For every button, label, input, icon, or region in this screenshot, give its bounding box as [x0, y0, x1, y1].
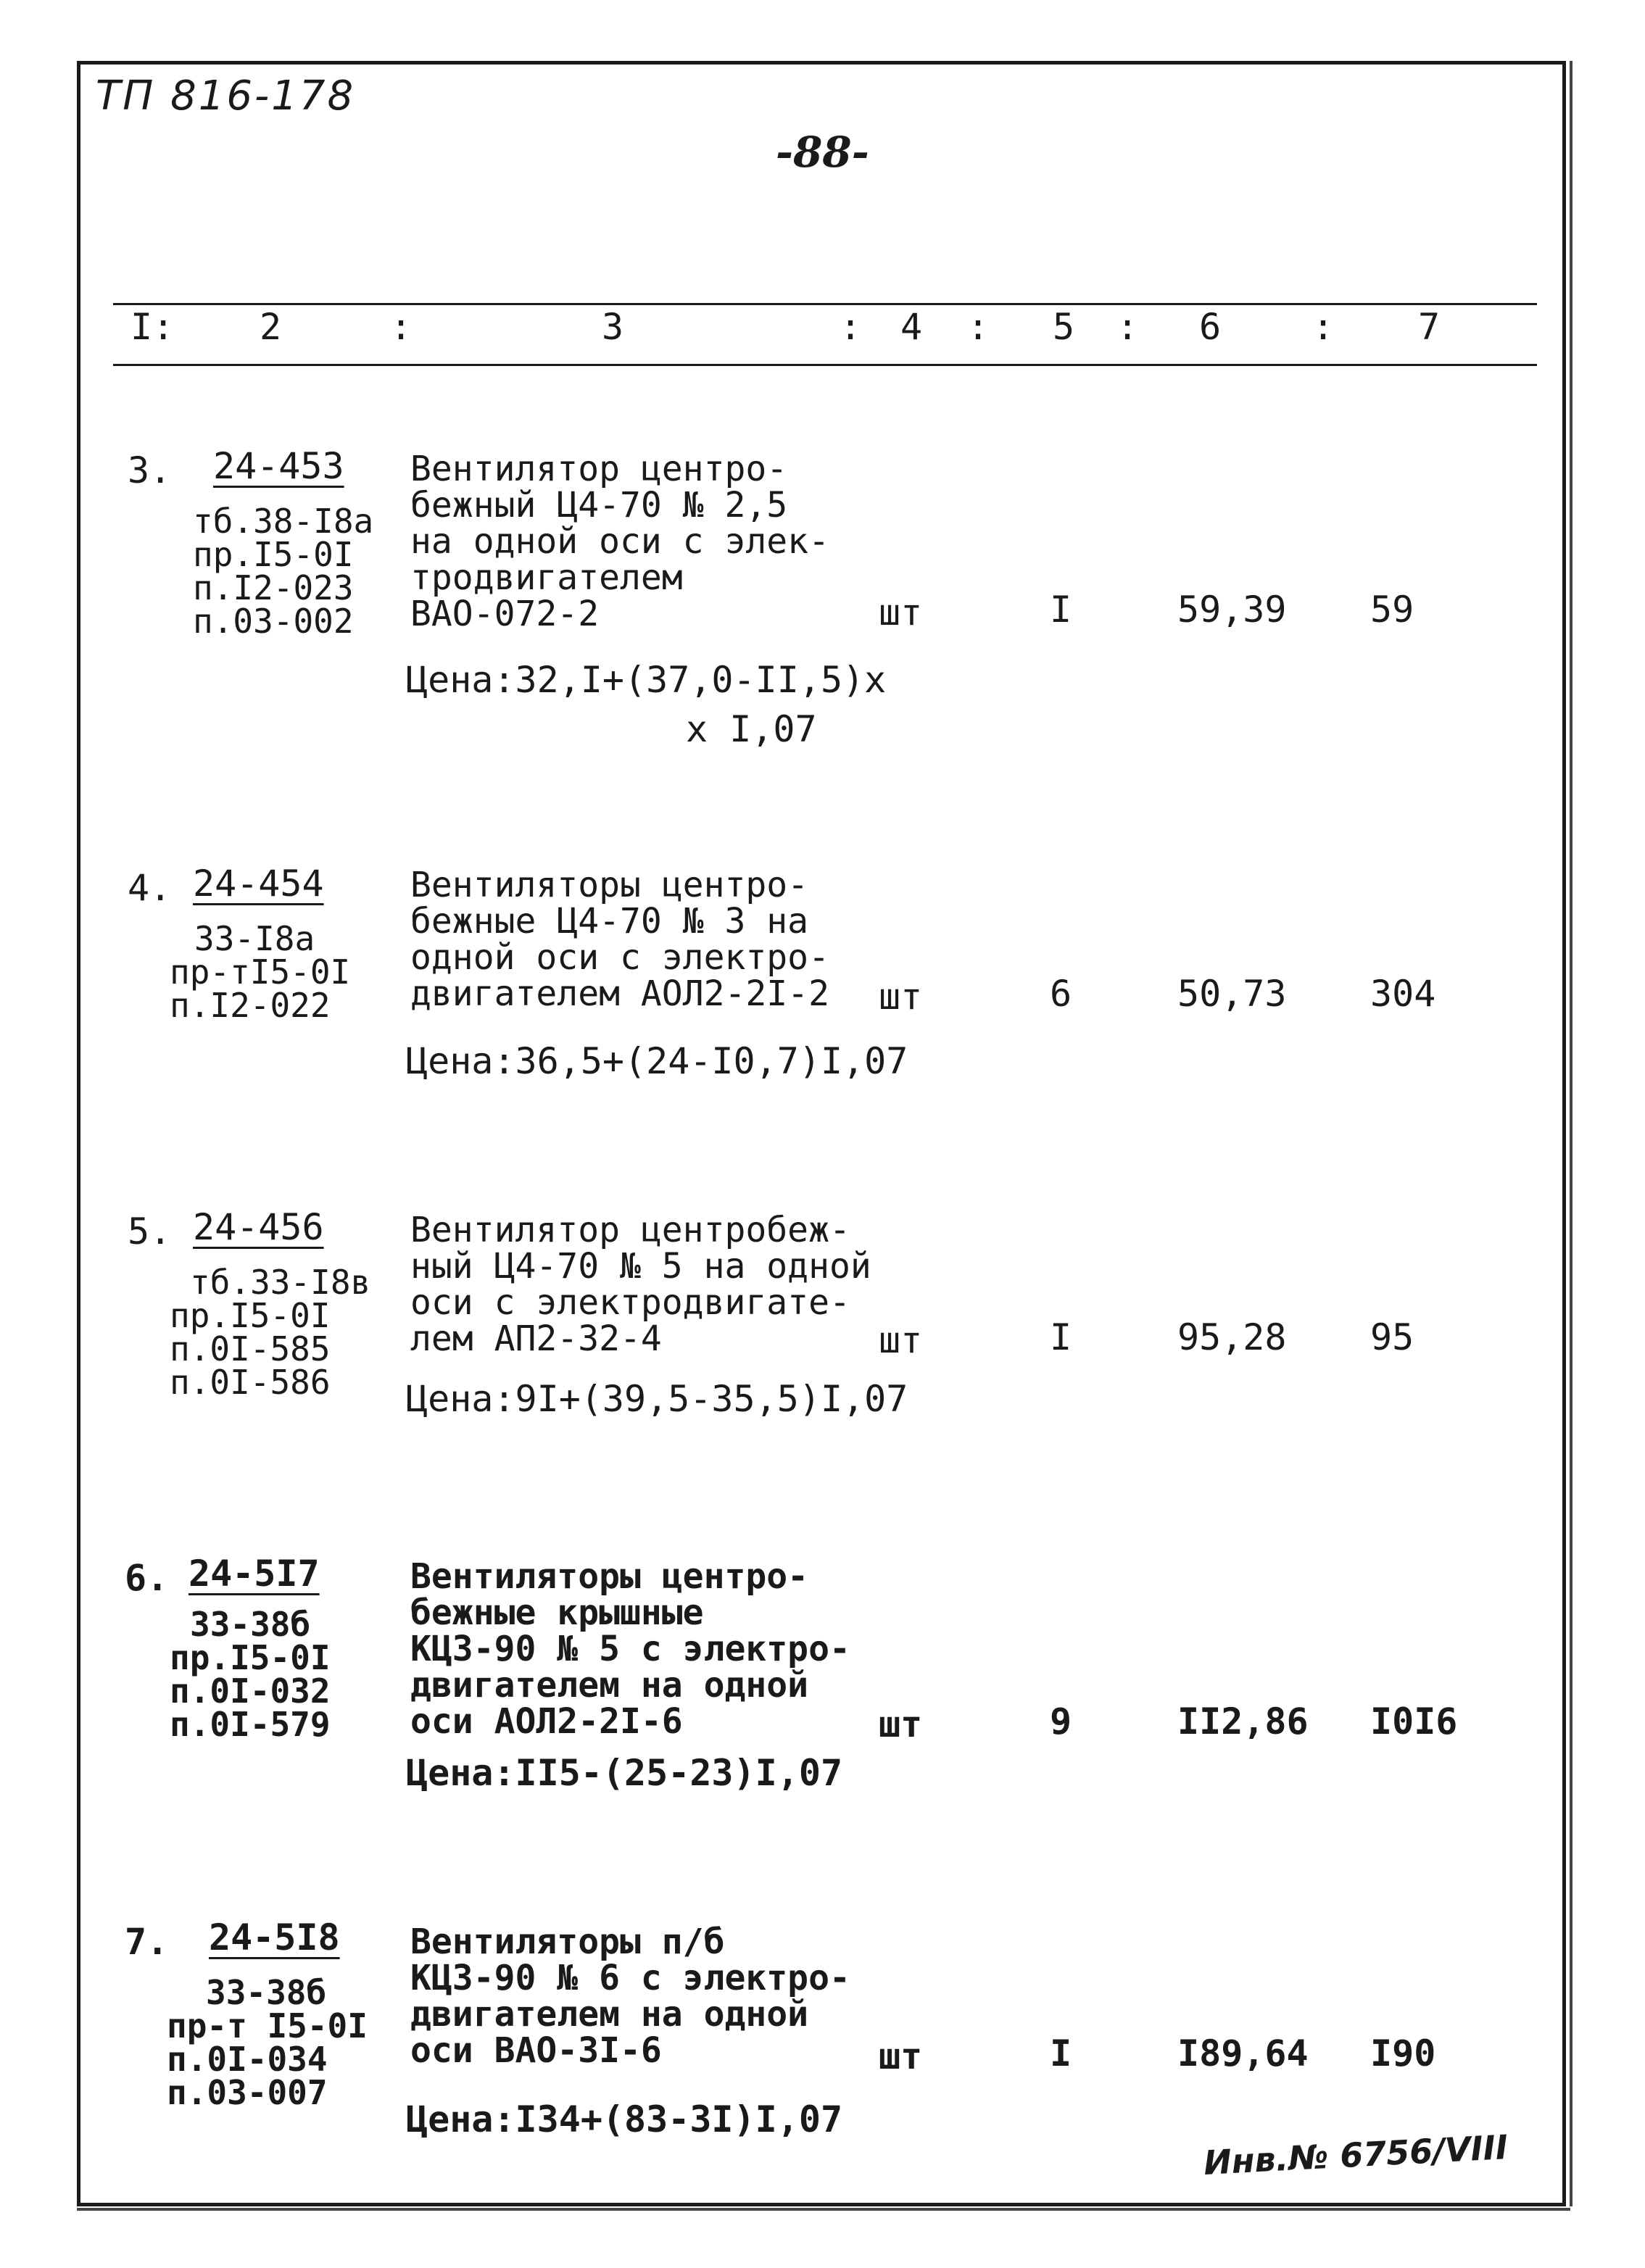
entry-quantity: I — [1050, 1316, 1072, 1358]
description-line: бежный Ц4-70 № 2,5 — [410, 485, 788, 526]
entry-quantity: I — [1050, 589, 1072, 631]
entry-ref: п.0I-032 — [170, 1671, 331, 1711]
header-rule-top — [113, 303, 1537, 305]
entry-ref: пр.I5-0I — [170, 1296, 331, 1335]
entry-description — [410, 1558, 850, 1740]
column-separator: : — [967, 306, 990, 348]
entry-code: 24-453 — [213, 445, 344, 487]
entry-number: 3. — [128, 449, 172, 491]
description-line: Вентиляторы центро- — [410, 865, 809, 905]
entry-unit: шт — [879, 2035, 923, 2077]
column-header-4: 4 — [900, 306, 923, 348]
description-line: лем АП2-32-4 — [410, 1318, 662, 1359]
entry-ref: 33-38б — [206, 1973, 327, 2012]
entry-description — [410, 451, 829, 632]
entry-price-formula: Цена:II5-(25-23)I,07 — [406, 1752, 843, 1794]
entry-price-formula: х I,07 — [686, 708, 817, 750]
description-line: КЦ3-90 № 5 с электро- — [410, 1629, 850, 1669]
frame-edge-bottom — [77, 2208, 1570, 2211]
entry-unit-price: 50,73 — [1177, 973, 1287, 1015]
entry-total: 304 — [1370, 973, 1436, 1015]
entry-description — [410, 867, 829, 1012]
entry-total: 59 — [1370, 589, 1414, 631]
column-separator: : — [390, 306, 413, 348]
entry-unit: шт — [879, 591, 923, 634]
entry-ref: п.0I-586 — [170, 1363, 331, 1402]
entry-ref: п.03-002 — [193, 602, 354, 641]
description-line: бежные крышные — [410, 1592, 704, 1633]
entry-unit-price: I89,64 — [1177, 2032, 1309, 2074]
description-line: Вентилятор центро- — [410, 449, 788, 489]
entry-code: 24-454 — [193, 863, 324, 905]
entry-price-formula: Цена:9I+(39,5-35,5)I,07 — [406, 1378, 908, 1420]
description-line: на одной оси с элек- — [410, 521, 829, 562]
entry-ref: тб.38-I8а — [193, 502, 374, 541]
entry-unit: шт — [879, 1319, 923, 1361]
entry-price-formula: Цена:I34+(83-3I)I,07 — [406, 2098, 843, 2140]
entry-quantity: 6 — [1050, 973, 1072, 1015]
description-line: ВАО-072-2 — [410, 594, 600, 634]
entry-unit-price: 95,28 — [1177, 1316, 1287, 1358]
description-line: Вентиляторы п/б — [410, 1922, 725, 1962]
document-frame — [77, 61, 1566, 2206]
description-line: двигателем на одной — [410, 1994, 809, 2035]
entry-quantity: 9 — [1050, 1700, 1072, 1742]
entry-ref: п.0I-034 — [167, 2040, 328, 2079]
column-header-2: 2 — [260, 306, 282, 348]
entry-ref: 33-38б — [190, 1605, 311, 1644]
entry-price-formula: Цена:32,I+(37,0-II,5)х — [406, 659, 887, 701]
entry-unit-price: II2,86 — [1177, 1700, 1309, 1742]
column-header-6: 6 — [1199, 306, 1222, 348]
entry-ref: 33-I8а — [194, 919, 315, 958]
entry-number: 4. — [128, 867, 172, 909]
description-line: оси с электродвигате- — [410, 1282, 850, 1323]
description-line: КЦ3-90 № 6 с электро- — [410, 1958, 850, 1998]
description-line: Вентиляторы центро- — [410, 1556, 809, 1597]
entry-code: 24-5I7 — [188, 1553, 320, 1595]
entry-code: 24-5I8 — [209, 1916, 340, 1958]
entry-number: 7. — [125, 1921, 169, 1963]
entry-total: I0I6 — [1370, 1700, 1458, 1742]
column-header-3: 3 — [602, 306, 624, 348]
entry-description — [410, 1212, 871, 1357]
column-header-5: 5 — [1053, 306, 1075, 348]
entry-ref: п.I2-022 — [170, 986, 331, 1025]
column-separator: : — [1116, 306, 1139, 348]
entry-unit-price: 59,39 — [1177, 589, 1287, 631]
document-code: ТП 816-178 — [96, 72, 356, 120]
description-line: Вентилятор центробеж- — [410, 1210, 850, 1250]
entry-ref: п.03-007 — [167, 2073, 328, 2112]
entry-ref: пр-тI5-0I — [170, 952, 351, 992]
column-header-1: I: — [130, 306, 175, 348]
column-separator: : — [840, 306, 862, 348]
description-line: ный Ц4-70 № 5 на одной — [410, 1246, 871, 1287]
entry-total: 95 — [1370, 1316, 1414, 1358]
entry-unit: шт — [879, 976, 923, 1018]
entry-ref: п.0I-585 — [170, 1329, 331, 1368]
inventory-stamp: Инв.№ 6756/VIII — [1202, 2127, 1509, 2182]
entry-total: I90 — [1370, 2032, 1436, 2074]
entry-ref: пр.I5-0I — [170, 1638, 331, 1677]
description-line: одной оси с электро- — [410, 937, 829, 978]
column-separator: : — [1312, 306, 1335, 348]
description-line: двигателем на одной — [410, 1665, 809, 1706]
description-line: тродвигателем — [410, 557, 683, 598]
entry-ref: пр-т I5-0I — [167, 2006, 368, 2045]
entry-ref: пр.I5-0I — [193, 535, 354, 574]
entry-description — [410, 1924, 850, 2069]
entry-ref: п.I2-023 — [193, 568, 354, 607]
entry-number: 5. — [128, 1210, 172, 1253]
entry-unit: шт — [879, 1703, 923, 1745]
frame-edge-right — [1570, 61, 1573, 2206]
entry-code: 24-456 — [193, 1206, 324, 1248]
entry-ref: тб.33-I8в — [190, 1263, 371, 1302]
column-header-7: 7 — [1418, 306, 1441, 348]
description-line: оси ВАО-3I-6 — [410, 2030, 662, 2071]
entry-ref: п.0I-579 — [170, 1705, 331, 1744]
entry-quantity: I — [1050, 2032, 1072, 2074]
entry-price-formula: Цена:36,5+(24-I0,7)I,07 — [406, 1040, 908, 1082]
header-rule-bottom — [113, 364, 1537, 366]
entry-number: 6. — [125, 1557, 169, 1599]
page-number: -88- — [776, 128, 869, 177]
description-line: бежные Ц4-70 № 3 на — [410, 901, 809, 942]
description-line: оси АОЛ2-2I-6 — [410, 1701, 683, 1742]
description-line: двигателем АОЛ2-2I-2 — [410, 973, 829, 1014]
